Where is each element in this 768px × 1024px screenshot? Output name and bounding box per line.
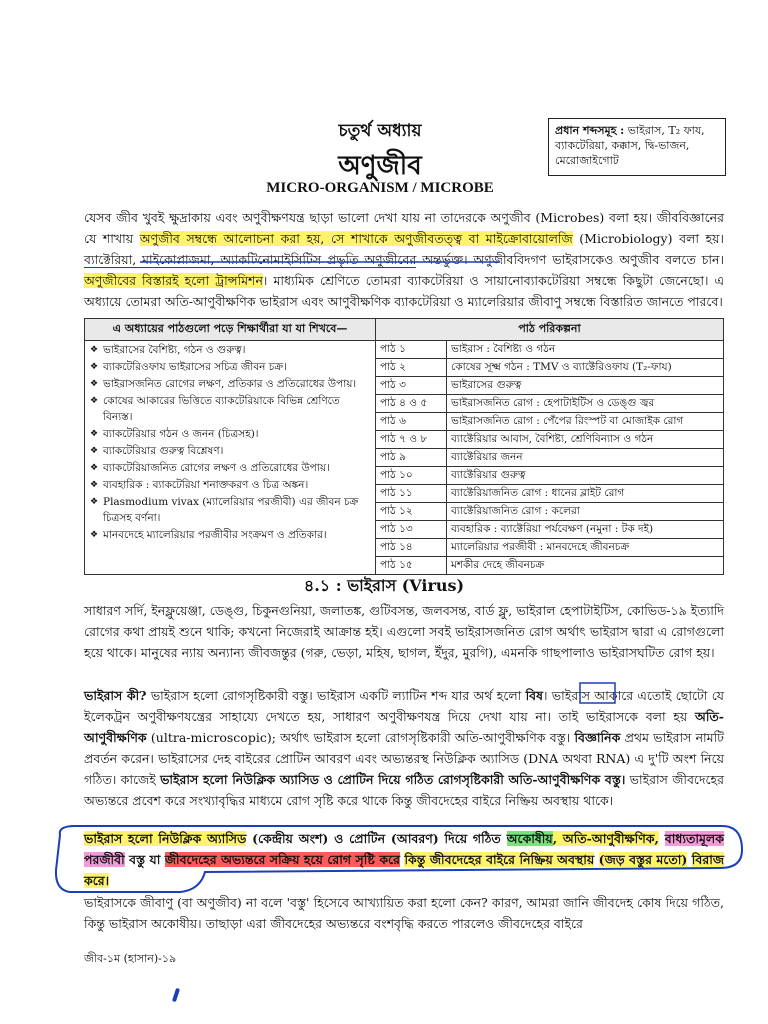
- goal-item: ❖ ব্যাকটেরিয়ার গুরুত্ব বিশ্লেষণ।: [103, 443, 371, 459]
- chapter-title-english: MICRO-ORGANISM / MICROBE: [266, 180, 494, 196]
- def-part-1: ভাইরাস হলো নিউক্লিক অ্যাসিড: [84, 831, 247, 846]
- plan-lesson-number: পাঠ ৬: [376, 413, 447, 431]
- plan-lesson-number: পাঠ ৯: [376, 449, 447, 467]
- def-part-10: কিন্তু জীবদেহের বাইরে নিষ্ক্রিয় অবস্থায়: [404, 852, 595, 867]
- plan-lesson-topic: ব্যাক্টেরিয়াজনিত রোগ : কলেরা: [447, 503, 724, 521]
- def-part-7: বস্তু: [129, 852, 146, 867]
- virus-definition-paragraph: [84, 828, 724, 891]
- def-part-9: জীবদেহের অভ্যন্তরে সক্রিয় হয়ে রোগ সৃষ্টি করে: [164, 852, 400, 867]
- plan-lesson-number: পাঠ ১৩: [376, 521, 447, 539]
- plan-lesson-number: পাঠ ২: [376, 359, 447, 377]
- page-footer: জীব-১ম (হাসান)-১৯: [84, 952, 177, 965]
- def-part-12: বিরাজ করে।: [84, 852, 725, 888]
- plan-lesson-number: পাঠ ১০: [376, 467, 447, 485]
- virus-paragraph-2: [84, 685, 724, 811]
- lesson-table: [84, 318, 724, 575]
- plan-lesson-number: পাঠ ৪ ও ৫: [376, 395, 447, 413]
- goal-item: ❖ মানবদেহে ম্যালেরিয়ার পরজীবীর সংক্রমণ ও প্রতিকার।: [103, 527, 371, 543]
- goal-item: ❖ ব্যবহারিক : ব্যাকটেরিয়া শনাক্তকরণ ও চিত্র অঙ্কন।: [103, 477, 371, 493]
- plan-lesson-topic: ব্যবহারিক : ব্যাক্টেরিয়া পর্যবেক্ষণ (নমুনা : টক দই): [447, 521, 724, 539]
- plan-lesson-topic: ব্যাক্টেরিয়ার আবাস, বৈশিষ্ট্য, শ্রেণিবিন্যাস ও গঠন: [447, 431, 724, 449]
- virus-text-b: । ভাইরাস আকারে এতোই ছোটো যে ইলেকট্রন অণুবীক্ষণযন্ত্রের সাহায্যে দেখতে হয়, সাধারণ অণুবীক্ষণযন্ত্র দিয়ে দেখা যায় না। তাই ভাইরাসকে বলা হয়: [84, 688, 724, 724]
- virus-definition-bold: ভাইরাস হলো নিউক্লিক অ্যাসিড ও প্রোটিন দিয়ে গঠিত রোগসৃষ্টিকারী অতি-আণুবীক্ষণিক বস্তু।: [160, 772, 626, 787]
- def-part-5: , অতি-আণুবীক্ষণিক,: [552, 831, 659, 846]
- plan-lesson-number: পাঠ ১১: [376, 485, 447, 503]
- plan-lesson-number: পাঠ ১৫: [376, 557, 447, 575]
- goal-item: ❖ কোষের আকারের ভিত্তিতে ব্যাকটেরিয়াকে বিভিন্ন শ্রেণিতে বিন্যস্ত।: [103, 393, 371, 425]
- plan-lesson-number: পাঠ ১৪: [376, 539, 447, 557]
- goal-item: ❖ ভাইরাসজনিত রোগের লক্ষণ, প্রতিকার ও প্রতিরোধের উপায়।: [103, 376, 371, 392]
- plan-lesson-number: পাঠ ১: [376, 341, 447, 359]
- def-part-6: বাধ্যতামূলক পরজীবী: [84, 831, 724, 867]
- keywords-label: প্রধান শব্দসমূহ :: [555, 124, 625, 137]
- plan-lesson-topic: ব্যাক্টেরিয়ার জনন: [447, 449, 724, 467]
- plan-lesson-topic: কোষের সূক্ষ্ম গঠন : TMV ও ব্যাক্টেরিওফায (T₂-ফায): [447, 359, 724, 377]
- intro-highlight-1: অণুজীব সম্বন্ধে আলোচনা করা হয়, সে শাখাকে অণুজীবতত্ত্ব বা মাইক্রোবায়োলজি: [139, 231, 573, 246]
- plan-lesson-topic: ম্যালেরিয়ার পরজীবী : মানবদেহে জীবনচক্র: [447, 539, 724, 557]
- def-part-4: অকোষীয়: [506, 831, 553, 846]
- intro-underlined: ব্যাক্টেরিয়া, মাইকোপ্লাজমা, অ্যাকটিনোমাইসিটিস প্রভৃতি অণুজীবের: [84, 252, 417, 267]
- goal-item: ❖ ব্যাকটেরিওফায ভাইরাসের সচিত্র জীবন চক্র।: [103, 359, 371, 375]
- goals-header: এ অধ্যায়ের পাঠগুলো পড়ে শিক্ষার্থীরা যা যা শিখবে—: [85, 319, 376, 341]
- def-part-11: (জড় বস্তুর মতো): [598, 852, 688, 867]
- virus-poison-word: বিষ: [525, 688, 544, 703]
- goal-item: ❖ ভাইরাসের বৈশিষ্ট্য, গঠন ও গুরুত্ব।: [103, 342, 371, 358]
- plan-lesson-topic: মশকীর দেহে জীবনচক্র: [447, 557, 724, 575]
- virus-text-a: ভাইরাস হলো রোগসৃষ্টিকারী বস্তু। ভাইরাস একটি ল্যাটিন শব্দ যার অর্থ হলো: [150, 688, 522, 703]
- def-part-3: (আবরণ) দিয়ে গঠিত: [390, 831, 501, 846]
- pen-mark: [172, 988, 180, 1003]
- plan-lesson-number: পাঠ ৩: [376, 377, 447, 395]
- intro-text-1: যেসব জীব খুবই ক্ষুদ্রাকায় এবং অণুবীক্ষণযন্ত্র ছাড়া ভালো দেখা যায় না তাদেরকে অণুজীব (Microbes) বলা হয়। জীববিজ্ঞানের যে শাখায়: [84, 210, 724, 246]
- virus-ultra-term: অতি-আণুবীক্ষণিক: [84, 709, 724, 745]
- def-part-2: (কেন্দ্রীয় অংশ) ও প্রোটিন: [252, 831, 386, 846]
- virus-text-e: ভাইরাস জীবদেহের অভ্যন্তরে প্রবেশ করে সংখ্যাবৃদ্ধির মাধ্যমে রোগ সৃষ্টি করে থাকে কিন্তু জীবদেহের বাইরে নিষ্ক্রিয় অবস্থায় থাকে।: [84, 772, 724, 808]
- intro-text-4: । মাধ্যমিক শ্রেণিতে তোমরা ব্যাকটেরিয়া ও সায়ানোব্যাকটেরিয়া সম্বন্ধে কিছুটা জেনেছো। এ অধ্যায়ে তোমরা অতি-আণুবীক্ষণিক ভাইরাস এবং আণুবীক্ষণিক ব্যাকটেরিয়া ও ম্যালেরিয়ার জীবাণু সম্বন্ধে বিস্তারিত জানতে পারবে।: [84, 273, 724, 309]
- plan-lesson-topic: ভাইরাসজনিত রোগ : হেপাটাইটিস ও ডেঙ্গু জ্বর: [447, 395, 724, 413]
- intro-text-3: অন্তর্ভুক্ত। অণুজীববিদগণ ভাইরাসকেও অণুজীব বলতে চান।: [422, 252, 724, 267]
- plan-lesson-topic: ব্যাক্টেরিয়ার গুরুত্ব: [447, 467, 724, 485]
- plan-lesson-number: পাঠ ১২: [376, 503, 447, 521]
- goal-item: ❖ Plasmodium vivax (ম্যালেরিয়ার পরজীবী) এর জীবন চক্র চিত্রসহ বর্ণনা।: [103, 494, 371, 526]
- chapter-title: অণুজীব: [338, 151, 422, 181]
- virus-text-c: (ultra-microscopic); অর্থাৎ ভাইরাস হলো রোগসৃষ্টিকারী অতি-আণুবীক্ষণিক বস্তু।: [150, 730, 571, 745]
- plan-lesson-topic: ভাইরাস : বৈশিষ্ট্য ও গঠন: [447, 341, 724, 359]
- intro-highlight-2: অণুজীবের বিস্তারই হলো ট্রান্সমিশন: [84, 273, 263, 288]
- keywords-list: ভাইরাস, T₂ ফায, ব্যাকটেরিয়া, কক্কাস, দ্বি-ভাজন, মেরোজাইগোট: [555, 124, 705, 167]
- plan-row: [85, 341, 724, 359]
- plan-lesson-topic: ভাইরাসের গুরুত্ব: [447, 377, 724, 395]
- goals-cell: [85, 341, 376, 575]
- intro-text-2: (Microbiology) বলা হয়।: [579, 231, 724, 246]
- plan-lesson-topic: ব্যাক্টেরিয়াজনিত রোগ : ধানের ব্লাইট রোগ: [447, 485, 724, 503]
- virus-paragraph-3: ভাইরাসকে জীবাণু (বা অণুজীব) না বলে 'বস্তু' হিসেবে আখ্যায়িত করা হলো কেন? কারণ, আমরা জানি জীবদেহ কোষ দিয়ে গঠিত, কিন্তু ভাইরাস অকোষীয়। তাছাড়া এরা জীবদেহের অভ্যন্তরে বংশবৃদ্ধি করতে পারলেও জীবদেহের বাইরে: [84, 895, 724, 931]
- section-title: ৪.১ : ভাইরাস (Virus): [303, 576, 465, 595]
- virus-question: ভাইরাস কী?: [84, 688, 147, 703]
- plan-lesson-topic: ভাইরাসজনিত রোগ : পেঁপের রিংস্পট বা মোজাইক রোগ: [447, 413, 724, 431]
- goal-item: ❖ ব্যাকটেরিয়াজনিত রোগের লক্ষণ ও প্রতিরোধের উপায়।: [103, 460, 371, 476]
- goal-item: ❖ ব্যাকটেরিয়ার গঠন ও জনন (চিত্রসহ)।: [103, 426, 371, 442]
- plan-header: পাঠ পরিকল্পনা: [376, 319, 724, 341]
- virus-paragraph-1: সাধারণ সর্দি, ইনফ্লুয়েঞ্জা, ডেঙ্গু, চিকুনগুনিয়া, জলাতঙ্ক, গুটিবসন্ত, জলবসন্ত, বার্ড ফ্লু, ভাইরাল হেপাটাইটিস, কোভিড-১৯ ইত্যাদি রোগের কথা প্রায়ই শুনে থাকি; কখনো নিজেরাই আক্রান্ত হই। এগুলো সবই ভাইরাসজনিত রোগ অর্থাৎ ভাইরাস দ্বারা এ রোগগুলো হয়ে থাকে। মানুষের ন্যায় অন্যান্য জীবজন্তুর (গরু, ভেড়া, মহিষ, ছাগল, ইঁদুর, মুরগি), এমনকি গাছপালাও ভাইরাসঘটিত রোগ হয়।: [84, 603, 724, 660]
- virus-scientist: বিজ্ঞানিক: [574, 730, 621, 745]
- chapter-number: চতুর্থ অধ্যায়: [338, 121, 422, 141]
- goals-list: [89, 342, 371, 543]
- def-part-8: যা: [149, 852, 161, 867]
- intro-paragraph: [84, 207, 724, 312]
- keywords-box: [548, 118, 726, 176]
- plan-lesson-number: পাঠ ৭ ও ৮: [376, 431, 447, 449]
- virus-text-d: প্রথম ভাইরাস নামটি প্রবর্তন করেন। ভাইরাসের দেহ বাইরের প্রোটিন আবরণ এবং অভ্যন্তরস্থ নিউক্লিক অ্যাসিড (DNA অথবা RNA) এ দু'টি অংশ নিয়ে গঠিত। কাজেই: [84, 730, 724, 787]
